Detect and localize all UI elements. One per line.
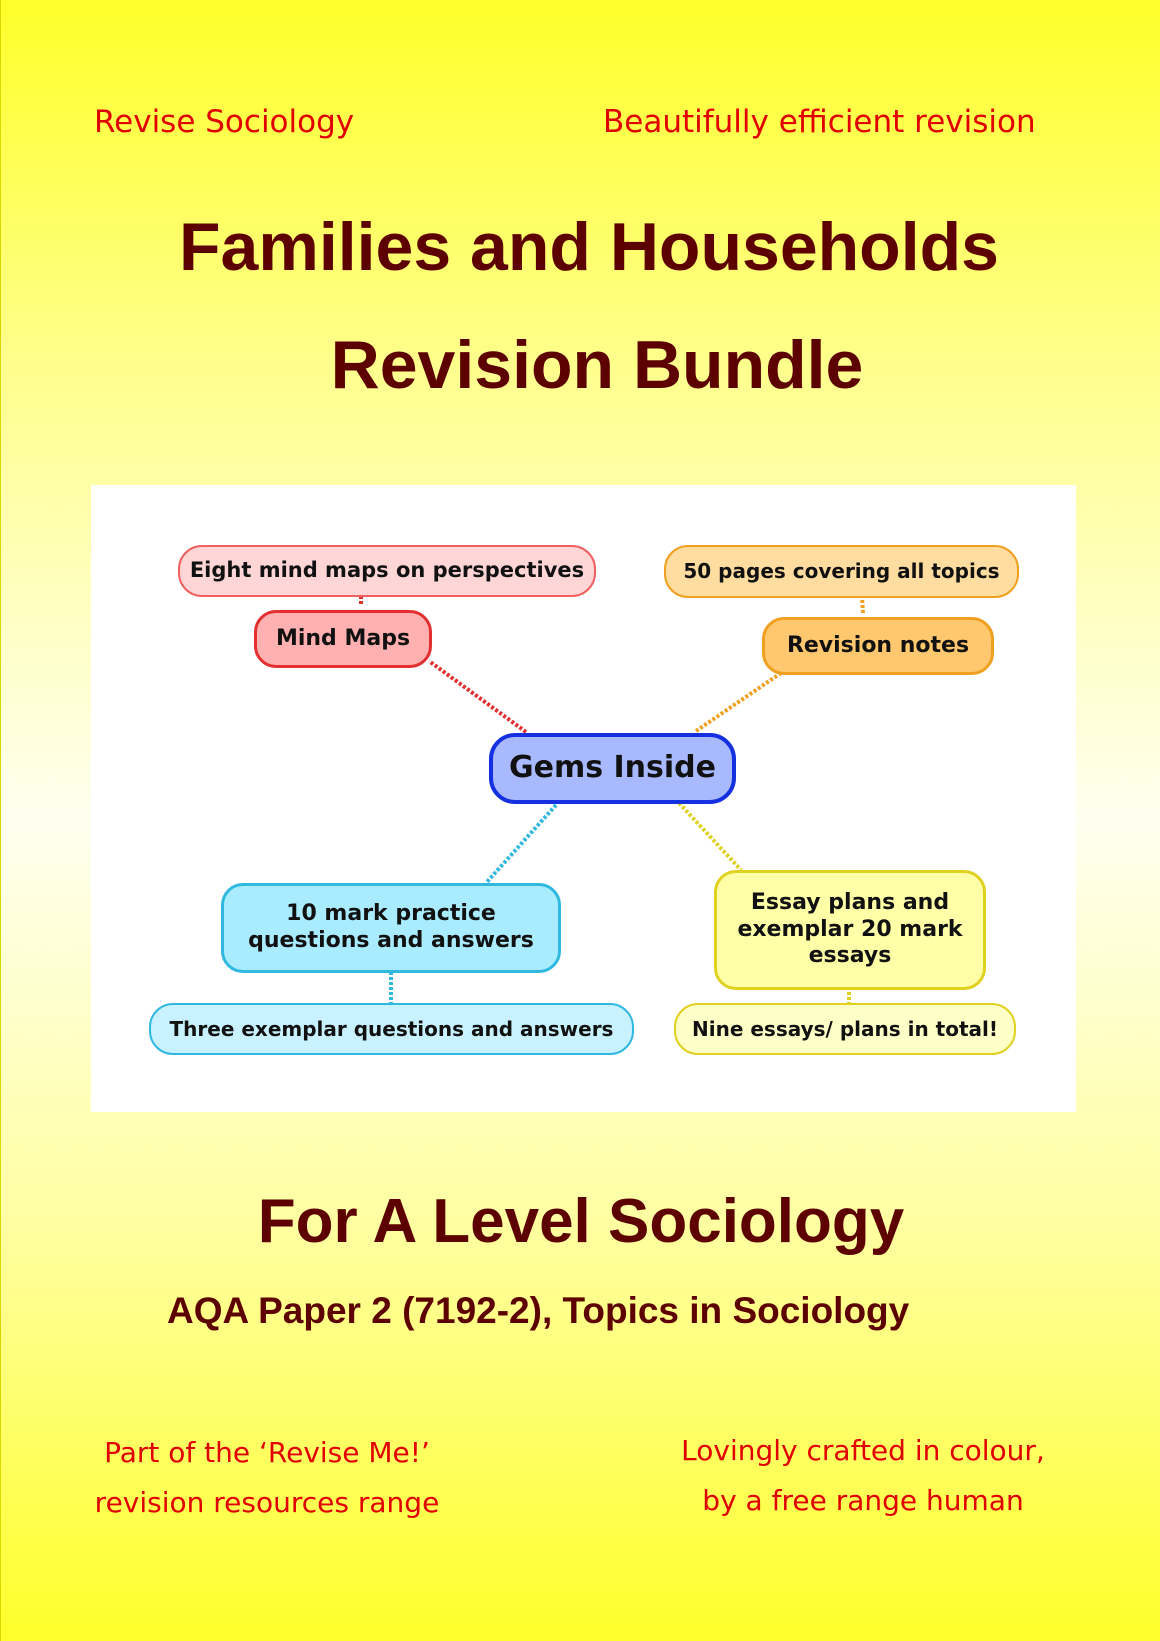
connector-practice xyxy=(486,805,556,883)
node-essays xyxy=(714,870,986,990)
node-practice xyxy=(221,883,561,973)
slogan: Beautifully efficient revision xyxy=(603,104,1036,140)
connector-mind-maps xyxy=(429,661,526,732)
detail-essays: Nine essays/ plans in total! xyxy=(674,1003,1016,1055)
connector-revision-notes xyxy=(696,673,781,731)
center-node: Gems Inside xyxy=(489,733,736,804)
footer-right-line-1: Lovingly crafted in colour, xyxy=(681,1434,1045,1467)
connector-essays xyxy=(679,803,741,870)
node-revision-notes: Revision notes xyxy=(762,617,994,675)
detail-practice: Three exemplar questions and answers xyxy=(149,1003,634,1055)
subtitle-paper: AQA Paper 2 (7192-2), Topics in Sociology xyxy=(167,1290,910,1331)
node-essays-line-1: Essay plans and xyxy=(750,889,950,915)
footer-left-line-1: Part of the ‘Revise Me!’ xyxy=(104,1436,430,1469)
node-essays-line-3: essays xyxy=(808,943,892,969)
mind-map-panel xyxy=(91,485,1076,1112)
node-mind-maps: Mind Maps xyxy=(254,610,432,668)
node-practice-line-2: questions and answers xyxy=(248,928,534,953)
detail-mind-maps: Eight mind maps on perspectives xyxy=(178,545,596,597)
footer-crafted xyxy=(673,1426,1053,1526)
footer-range xyxy=(87,1428,447,1528)
title-line-2: Revision Bundle xyxy=(330,327,864,403)
node-practice-line-1: 10 mark practice xyxy=(286,901,496,927)
detail-revision-notes: 50 pages covering all topics xyxy=(664,545,1019,598)
node-essays-line-2: exemplar 20 mark xyxy=(737,916,963,942)
brand-name: Revise Sociology xyxy=(94,104,355,140)
footer-left-line-2: revision resources range xyxy=(94,1486,440,1519)
footer-right-line-2: by a free range human xyxy=(702,1484,1024,1517)
subtitle-level: For A Level Sociology xyxy=(257,1187,905,1256)
title-line-1: Families and Households xyxy=(179,209,999,285)
